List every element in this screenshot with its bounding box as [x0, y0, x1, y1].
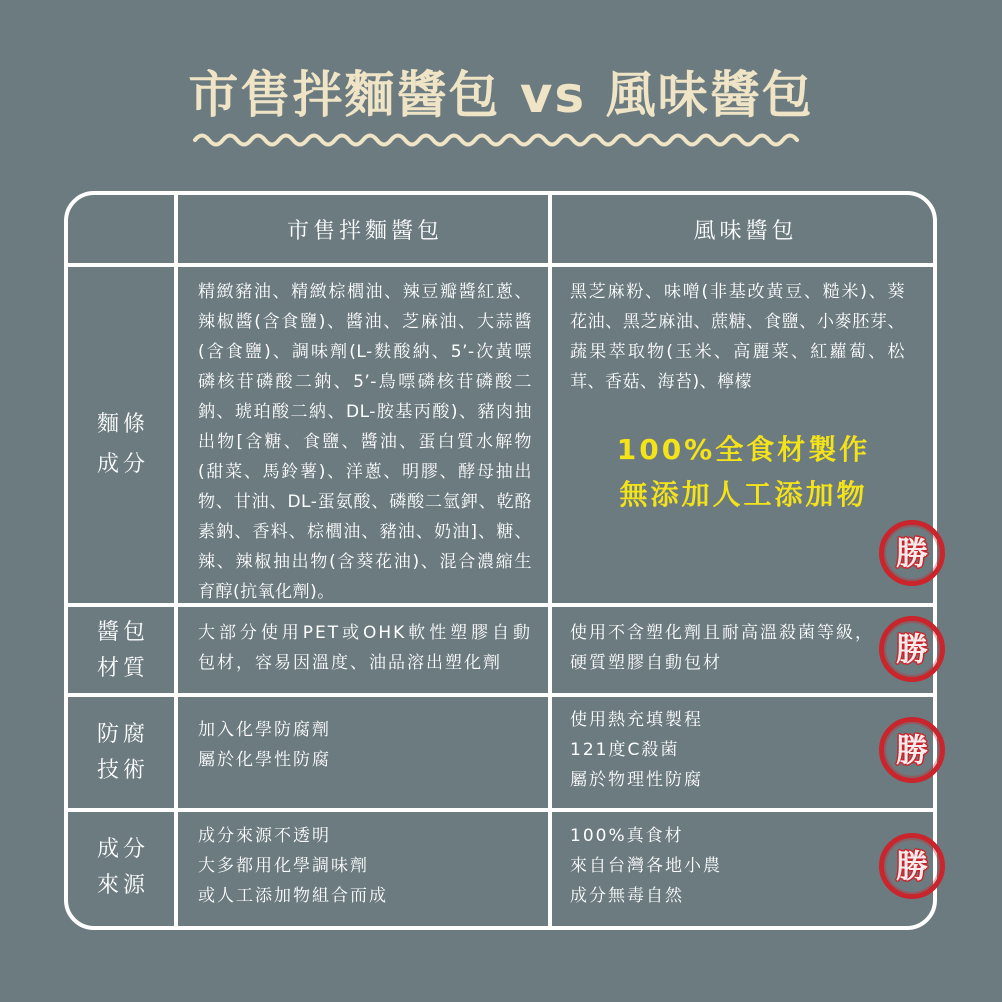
text-line: 屬於化學性防腐 — [198, 750, 331, 770]
text-line: 成分無毒自然 — [570, 886, 684, 906]
wave-divider-stroke — [195, 136, 797, 145]
text-line: 使用不含塑化劑且耐高溫殺菌等級， — [570, 623, 874, 643]
text-line: (甜菜、馬鈴薯)、洋蔥、明膠、酵母抽出 — [198, 462, 532, 482]
winner-badge: 勝 — [879, 833, 945, 899]
cell-market-ingredient-source — [198, 821, 532, 911]
text-line: 大部分使用PET或OHK軟性塑膠自動 — [198, 623, 532, 643]
text-line: 茸、香菇、海苔)、檸檬 — [570, 372, 753, 392]
text-line: 大多都用化學調味劑 — [198, 856, 369, 876]
text-line: 出物[含糖、食鹽、醬油、蛋白質水解物 — [198, 432, 532, 452]
cell-flavor-packet-material — [570, 618, 905, 678]
header-market-packet: 市售拌麵醬包 — [286, 218, 443, 244]
text-line: 鈉、琥珀酸二納、DL-胺基丙酸)、豬肉抽 — [198, 402, 532, 422]
row-label-line: 來源 — [96, 873, 149, 898]
row-label-line: 材質 — [96, 656, 149, 681]
cell-flavor-preservation — [570, 705, 905, 795]
row-label-line: 技術 — [96, 758, 149, 783]
grid-line-horizontal — [66, 808, 935, 812]
row-label-line: 成分 — [96, 452, 149, 477]
winner-badge: 勝 — [879, 616, 945, 682]
winner-badge: 勝 — [879, 717, 945, 783]
winner-badge: 勝 — [879, 520, 945, 586]
grid-line-horizontal — [66, 693, 935, 697]
highlight-line: 100%全食材製作 — [616, 433, 871, 466]
row-label-ingredient-source — [68, 832, 174, 904]
text-line: 辣椒醬(含食鹽)、醬油、芝麻油、大蒜醬 — [198, 312, 532, 332]
grid-line-horizontal — [66, 263, 935, 267]
text-line: 黑芝麻粉、味噌(非基改黃豆、糙米)、葵 — [570, 282, 905, 302]
row-label-packet-material — [68, 615, 174, 687]
text-line: 或人工添加物組合而成 — [198, 886, 388, 906]
text-line: 育醇(抗氧化劑)。 — [198, 582, 335, 602]
page-title: 市售拌麵醬包 vs 風味醬包 — [188, 66, 814, 124]
text-line: 磷核苷磷酸二鈉、5’-鳥嘌磷核苷磷酸二 — [198, 372, 532, 392]
text-line: 來自台灣各地小農 — [570, 856, 722, 876]
text-line: 121度C殺菌 — [570, 740, 680, 760]
text-line: 精緻豬油、精緻棕櫚油、辣豆瓣醬紅蔥、 — [198, 282, 532, 302]
text-line: 包材，容易因溫度、油品溶出塑化劑 — [198, 653, 502, 673]
cell-market-preservation — [198, 715, 532, 775]
grid-line-vertical — [548, 193, 552, 928]
row-label-line: 醬包 — [96, 620, 149, 645]
text-line: 加入化學防腐劑 — [198, 720, 331, 740]
cell-flavor-ingredients — [570, 277, 905, 397]
text-line: 蔬果萃取物(玉米、高麗菜、紅蘿蔔、松 — [570, 342, 905, 362]
text-line: 物、甘油、DL-蛋氨酸、磷酸二氫鉀、乾酪 — [198, 492, 532, 512]
text-line: (含食鹽)、調味劑(L-麩酸納、5’-次黃嘌 — [198, 342, 532, 362]
row-label-preservation — [68, 717, 174, 789]
text-line: 花油、黑芝麻油、蔗糖、食鹽、小麥胚芽、 — [570, 312, 905, 332]
highlight-line: 無添加人工添加物 — [619, 478, 868, 511]
cell-market-packet-material — [198, 618, 532, 678]
text-line: 素鈉、香料、棕櫚油、豬油、奶油]、糖、 — [198, 522, 532, 542]
text-line: 硬質塑膠自動包材 — [570, 653, 722, 673]
text-line: 使用熱充填製程 — [570, 710, 703, 730]
row-label-line: 防腐 — [96, 722, 149, 747]
header-flavor-sauce: 風味醬包 — [693, 218, 798, 244]
text-line: 100%真食材 — [570, 826, 684, 846]
cell-market-ingredients — [198, 277, 532, 607]
text-line: 辣、辣椒抽出物(含葵花油)、混合濃縮生 — [198, 552, 532, 572]
text-line: 屬於物理性防腐 — [570, 770, 703, 790]
row-label-line: 成分 — [96, 837, 149, 862]
cell-flavor-ingredient-source — [570, 821, 905, 911]
row-label-line: 麵條 — [96, 412, 149, 437]
row-label-noodle-ingredients — [68, 405, 174, 485]
highlight-claim — [552, 427, 935, 517]
text-line: 成分來源不透明 — [198, 826, 331, 846]
grid-line-vertical — [174, 193, 178, 928]
wave-divider — [190, 128, 815, 152]
